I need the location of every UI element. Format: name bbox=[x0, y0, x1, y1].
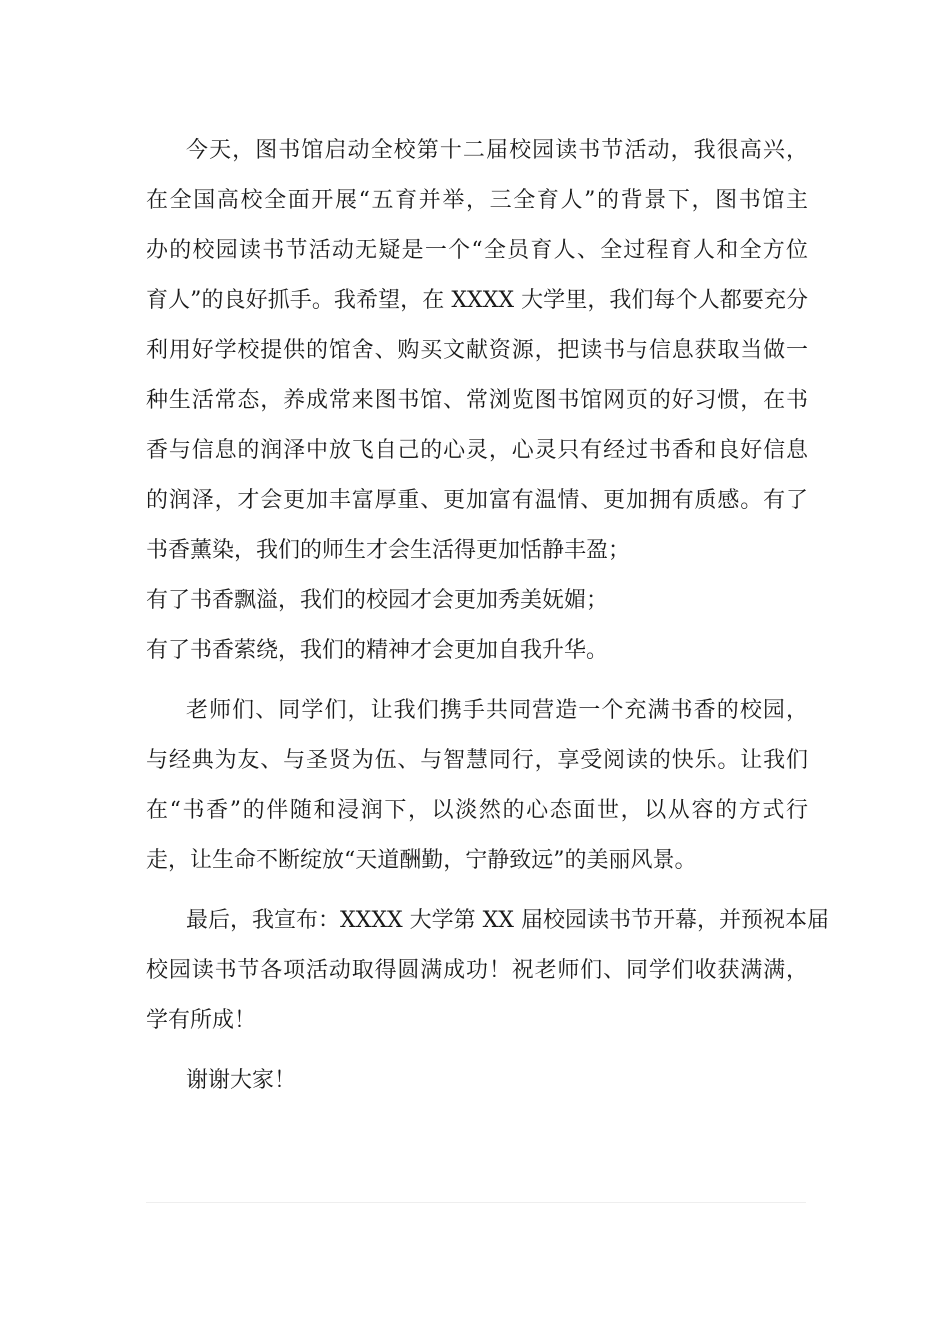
page-divider bbox=[146, 1202, 806, 1203]
text-line: 香与信息的润泽中放飞自己的心灵，心灵只有经过书香和良好信息 bbox=[146, 438, 808, 463]
text-line: 书香薰染，我们的师生才会生活得更加恬静丰盈； bbox=[146, 538, 631, 563]
paragraph-closing bbox=[146, 1056, 808, 1106]
text-line: 的润泽，才会更加丰富厚重、更加富有温情、更加拥有质感。有了 bbox=[146, 488, 808, 513]
text-line: 有了书香萦绕，我们的精神才会更加自我升华。 bbox=[146, 638, 609, 663]
text-line: 利用好学校提供的馆舍、购买文献资源，把读书与信息获取当做一 bbox=[146, 338, 808, 363]
text-line: 种生活常态，养成常来图书馆、常浏览图书馆网页的好习惯，在书 bbox=[146, 388, 808, 413]
text-line: 在全国高校全面开展“五育并举，三全育人”的背景下，图书馆主 bbox=[146, 188, 808, 213]
text-line: 学有所成！ bbox=[146, 1008, 257, 1033]
text-line: 走，让生命不断绽放“天道酬勤，宁静致远”的美丽风景。 bbox=[146, 848, 697, 873]
text-line: 办的校园读书节活动无疑是一个“全员育人、全过程育人和全方位 bbox=[146, 238, 808, 263]
text-line: 谢谢大家！ bbox=[186, 1068, 297, 1093]
text-line: 有了书香飘溢，我们的校园才会更加秀美妩媚； bbox=[146, 588, 609, 613]
text-line: 今天，图书馆启动全校第十二届校园读书节活动，我很高兴， bbox=[186, 138, 808, 163]
text-line: 育人”的良好抓手。我希望，在 XXXX 大学里，我们每个人都要充分 bbox=[146, 288, 808, 313]
paragraph-announcement bbox=[146, 896, 829, 1046]
text-line: 在“书香”的伴随和浸润下，以淡然的心态面世，以从容的方式行 bbox=[146, 798, 808, 823]
text-line: 老师们、同学们，让我们携手共同营造一个充满书香的校园， bbox=[186, 698, 808, 723]
paragraph-opening bbox=[146, 126, 808, 676]
text-line: 与经典为友、与圣贤为伍、与智慧同行，享受阅读的快乐。让我们 bbox=[146, 748, 808, 773]
text-line: 最后，我宣布：XXXX 大学第 XX 届校园读书节开幕，并预祝本届 bbox=[186, 908, 829, 933]
paragraph-appeal bbox=[146, 686, 808, 886]
text-line: 校园读书节各项活动取得圆满成功！祝老师们、同学们收获满满， bbox=[146, 958, 808, 983]
